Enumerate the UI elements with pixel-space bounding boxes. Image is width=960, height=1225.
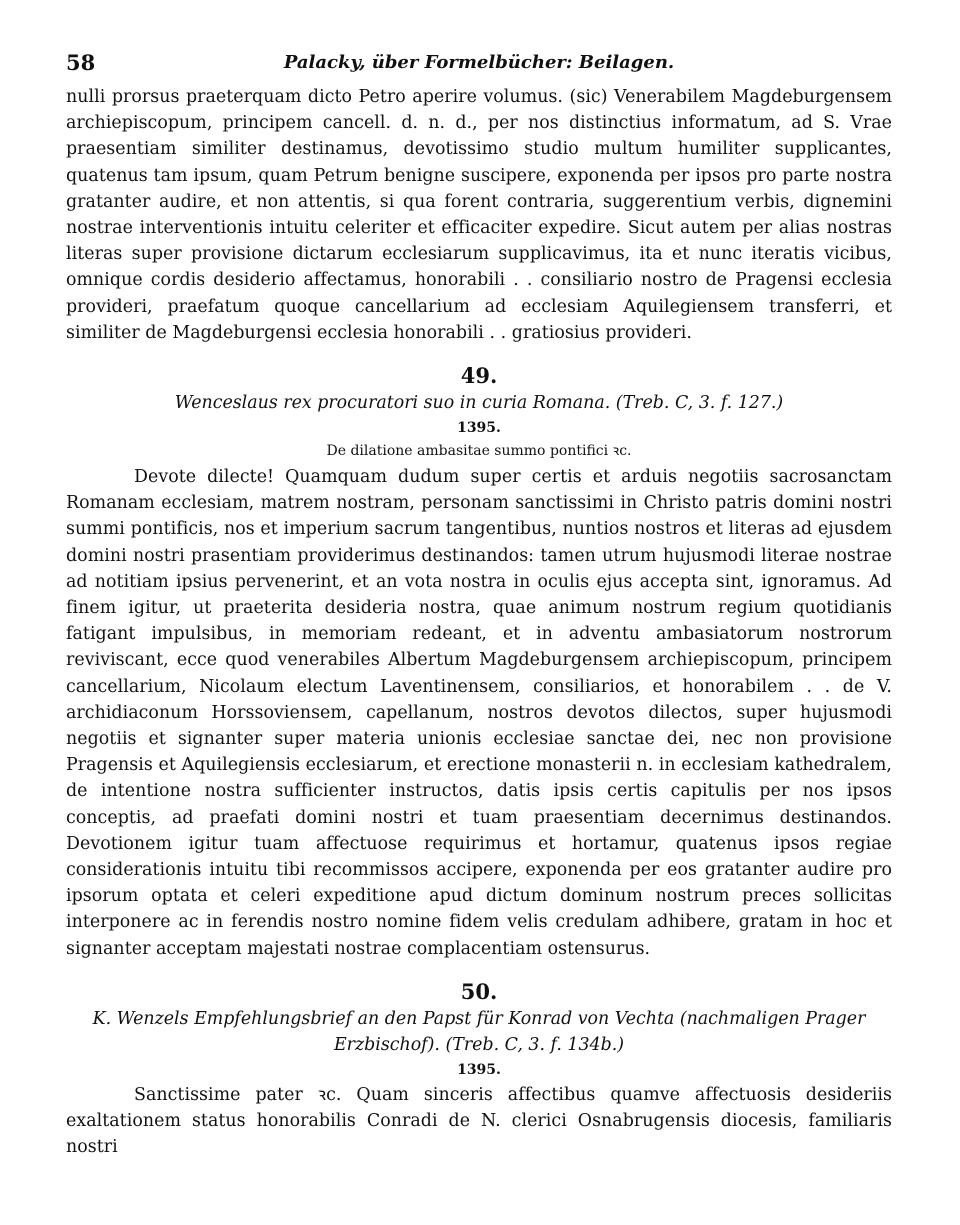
section-year: 1395. — [457, 1061, 501, 1078]
section-50 — [66, 978, 892, 1161]
continuation-paragraph: nulli prorsus praeterquam dicto Petro aperire volumus. (sic) Venerabilem Magdeburgensem archiepiscopum, principem cancell. d. n. d., per nos distinctius informatum, ad S. Vrae praesentiam similiter destinamus, devotissimo studio multum humiliter supplicantes, quatenus tam ipsum, quam Petrum benigne suscipere, exponenda per ipsos pro parte nostra gratanter audire, et non attentis, si qua forent contraria, suggerentium verbis, dignemini nostrae interventionis intuitu celeriter et efficaciter expedire. Sicut autem per alias nostras literas super provisione dictarum ecclesiarum supplicavimus, ita et nunc iteratis vicibus, omnique cordis desiderio affectamus, honorabili . . consiliario nostro de Pragensi ecclesia provideri, praefatum quoque cancellarium ad ecclesiam Aquilegiensem transferri, et similiter de Magdeburgensi ecclesia honorabili . . gratiosius provideri. — [66, 87, 892, 343]
section-title: K. Wenzels Empfehlungsbrief an den Papst für Konrad von Vechta (nachmaligen Prager Erzbischof). (Treb. C, 3. f. 134b.) — [92, 1008, 866, 1055]
section-title: Wenceslaus rex procuratori suo in curia Romana. (Treb. C, 3. f. 127.) — [174, 393, 784, 414]
page-header — [66, 46, 892, 84]
section-number: 50. — [460, 978, 498, 1004]
section-year: 1395. — [457, 420, 501, 437]
section-body: Sanctissime pater ꝛc. Quam sinceris affectibus quamve affectuosis desideriis exaltationem status honorabilis Conradi de N. clerici Osnabrugensis diocesis, familiaris nostri — [66, 1084, 892, 1158]
running-title: Palacky, über Formelbücher: Beilagen. — [283, 52, 675, 73]
section-subject: De dilatione ambasitae summo pontifici ꝛc. — [326, 443, 632, 460]
section-body: Devote dilecte! Quamquam dudum super certis et arduis negotiis sacrosanctam Romanam ecclesiam, matrem nostram, personam sanctissimi in Christo patris domini nostri summi pontificis, nos et imperium sacrum tangentibus, nuntios nostros et literas ad ejusdem domini nostri prasentiam providerimus destinandos: tamen utrum hujusmodi literae nostrae ad notitiam ipsius pervenerint, et an vota nostra in oculis ejus accepta sint, ignoramus. Ad finem igitur, ut praeterita desideria nostra, quae animum nostrum regium quotidianis fatigant impulsibus, in memoriam redeant, et in adventu ambasiatorum nostrorum reviviscant, ecce quod venerabiles Albertum Magdeburgensem archiepiscopum, principem cancellarium, Nicolaum electum Laventinensem, consiliarios, et honorabilem . . de V. archidiaconum Horssoviensem, capellanum, nostros devotos dilectos, super hujusmodi negotiis et signanter super materia unionis ecclesiae sanctae dei, nec non provisione Pragensis et Aquilegiensis ecclesiarum, et erectione monasterii n. in ecclesiam kathedralem, de intentione nostra sufficienter instructos, datis ipsis certis capitulis per nos ipsos conceptis, ad praefati domini nostri et tuam praesentiam decernimus destinandos. Devotionem igitur tuam affectuose requirimus et hortamur, quatenus ipsos regiae considerationis intuitu tibi recommissos accipere, exponenda per eos gratanter audire pro ipsorum optata et celeri expeditione apud dictum dominum nostrum preces sollicitas interponere ac in ferendis nostro nomine fidem velis credulam adhibere, gratam in hoc et signanter acceptam majestati nostrae complacentiam ostensurus. — [66, 467, 892, 959]
section-49 — [66, 362, 892, 962]
section-number: 49. — [460, 363, 498, 389]
page-number: 58 — [66, 50, 96, 75]
